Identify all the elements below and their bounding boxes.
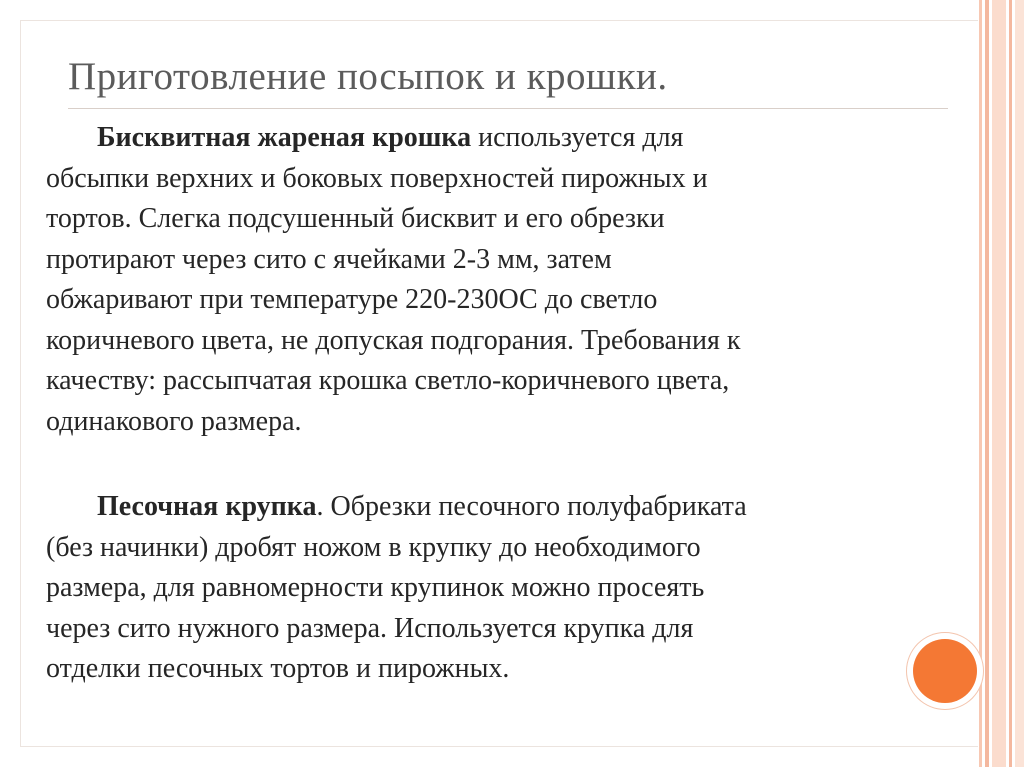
- decorative-stripe: [992, 0, 1006, 767]
- paragraph-sponge-crumb: [46, 118, 926, 442]
- paragraph-line: качеству: рассыпчатая крошка светло-коричневого цвета,: [46, 365, 730, 396]
- paragraph-line: обжаривают при температуре 220-230ОС до светло: [46, 284, 658, 315]
- paragraph-line: размера, для равномерности крупинок можно просеять: [46, 572, 705, 603]
- frame-bottom-line: [20, 746, 978, 747]
- paragraph-text: . Обрезки песочного полуфабриката: [316, 491, 747, 522]
- paragraph-line: [46, 487, 926, 528]
- title-divider: [68, 108, 948, 109]
- paragraph-line: отделки песочных тортов и пирожных.: [46, 653, 510, 684]
- paragraph-line: через сито нужного размера. Используется крупка для: [46, 612, 694, 644]
- decorative-stripe: [1015, 0, 1024, 767]
- decorative-stripe: [1009, 0, 1012, 767]
- decorative-stripe: [985, 0, 989, 767]
- paragraph-line: обсыпки верхних и боковых поверхностей пирожных и: [46, 162, 708, 194]
- orange-circle-icon: [913, 639, 977, 703]
- paragraph-shortcrust-crumb: [46, 487, 926, 690]
- term-heading: Бисквитная жареная крошка: [97, 122, 472, 153]
- slide-title: Приготовление посыпок и крошки.: [68, 55, 668, 98]
- paragraph-line: коричневого цвета, не допуская подгорания. Требования к: [46, 324, 741, 356]
- frame-top-line: [20, 20, 978, 21]
- paragraph-text: используется для: [471, 122, 684, 153]
- paragraph-line: протирают через сито с ячейками 2-3 мм, затем: [46, 243, 612, 275]
- paragraph-line: (без начинки) дробят ножом в крупку до необходимого: [46, 531, 701, 563]
- paragraph-line: [46, 118, 926, 159]
- frame-left-line: [20, 20, 21, 747]
- paragraph-line: одинакового размера.: [46, 405, 302, 437]
- paragraph-line: тортов. Слегка подсушенный бисквит и его обрезки: [46, 203, 665, 234]
- term-heading: Песочная крупка: [97, 491, 317, 522]
- decorative-stripe: [979, 0, 982, 767]
